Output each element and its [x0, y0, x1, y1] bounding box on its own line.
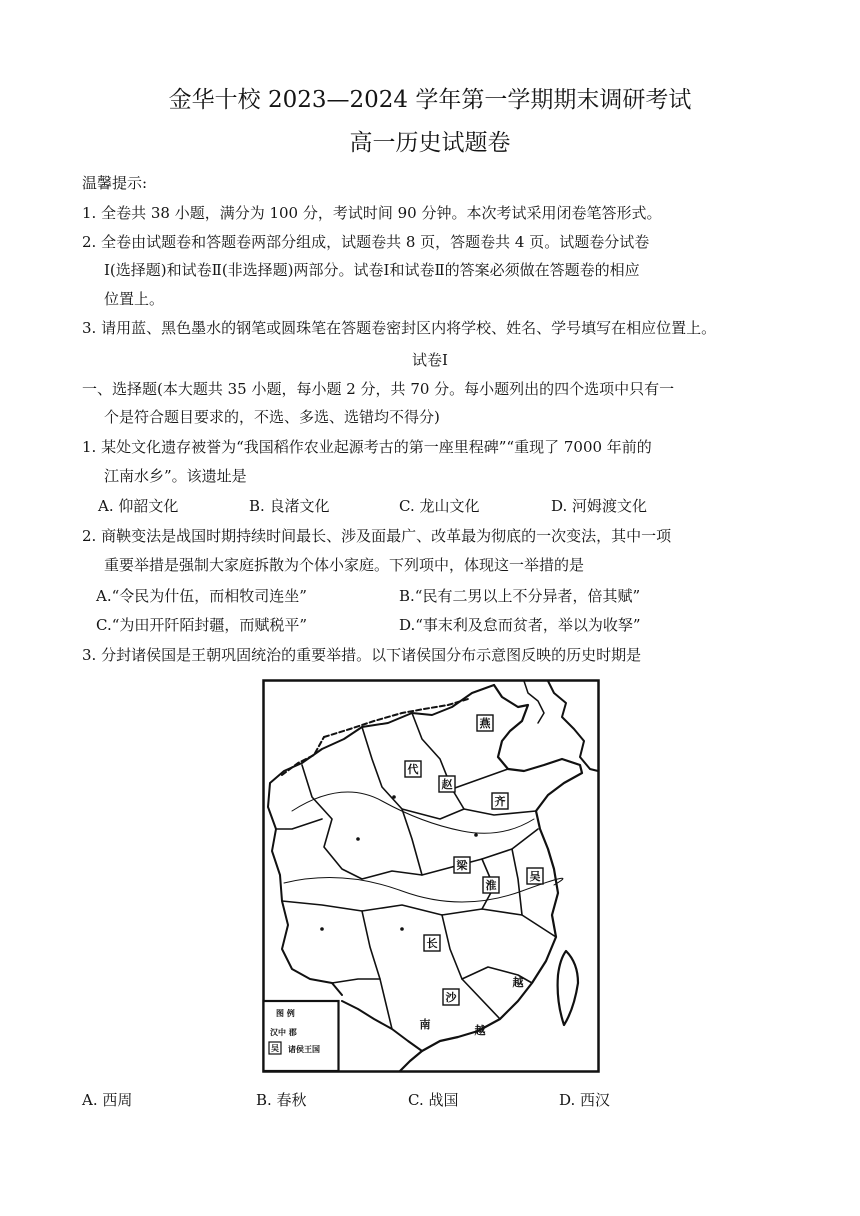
notice-heading: 温馨提示: [82, 174, 148, 192]
question-2-option-b: B.“民有二男以上不分异者，倍其赋” [399, 587, 641, 605]
part-title: 试卷Ⅰ [412, 351, 448, 369]
question-1-option-d: D. 河姆渡文化 [551, 497, 648, 515]
city-dot [320, 927, 324, 931]
kingdom-label: 淮 [485, 879, 497, 892]
question-1-option-a: A. 仰韶文化 [98, 497, 179, 515]
notice-line: 位置上。 [104, 290, 165, 308]
notice-line: 1. 全卷共 38 小题，满分为 100 分，考试时间 90 分钟。本次考试采用闭卷笔答形式。 [82, 204, 662, 222]
kingdom-label: 齐 [494, 795, 506, 808]
notice-line: 3. 请用蓝、黑色墨水的钢笔或圆珠笔在答题卷密封区内将学校、姓名、学号填写在相应位置上。 [82, 319, 717, 337]
kingdom-label: 代 [407, 763, 419, 776]
kingdom-label: 长 [426, 937, 438, 950]
question-3-stem: 3. 分封诸侯国是王朝巩固统治的重要举措。以下诸侯国分布示意图反映的历史时期是 [82, 646, 642, 664]
city-dot [356, 837, 360, 841]
kingdom-label: 燕 [479, 717, 491, 730]
legend-kingdom-sample: 吴 [271, 1044, 279, 1053]
city-dot [474, 833, 478, 837]
question-2-stem: 2. 商鞅变法是战国时期持续时间最长、涉及面最广、改革最为彻底的一次变法，其中一项 [82, 527, 672, 545]
question-1-stem: 江南水乡”。该遗址是 [104, 467, 247, 485]
question-3-option-c: C. 战国 [408, 1091, 459, 1109]
question-1-option-c: C. 龙山文化 [399, 497, 480, 515]
question-2-stem: 重要举措是强制大家庭拆散为个体小家庭。下列项中，体现这一举措的是 [104, 556, 585, 574]
kingdom-label: 赵 [441, 778, 453, 791]
legend-title: 图 例 [276, 1009, 295, 1018]
city-dot [392, 795, 396, 799]
legend-commandery: 汉中 郡 [270, 1028, 297, 1037]
map-label-liang [454, 857, 470, 873]
question-3-option-a: A. 西周 [82, 1091, 133, 1109]
map-label-qi [492, 793, 508, 809]
map-label-huai [483, 877, 499, 893]
question-1-option-b: B. 良渚文化 [249, 497, 330, 515]
question-2-option-a: A.“令民为什伍，而相牧司连坐” [96, 587, 307, 605]
city-dot [400, 927, 404, 931]
region-label: 越 [512, 976, 524, 989]
question-1-stem: 1. 某处文化遗存被誉为“我国稻作农业起源考古的第一座里程碑”“重现了 7000 年前的 [82, 438, 652, 456]
question-2-option-c: C.“为田开阡陌封疆，而赋税平” [96, 616, 308, 634]
map-label-zhao [439, 776, 455, 792]
map-label-wu [527, 868, 543, 884]
kingdom-label: 沙 [445, 991, 457, 1004]
section-instruction: 个是符合题目要求的，不选、多选、选错均不得分) [104, 408, 440, 426]
map-label-dai [405, 761, 421, 777]
notice-line: 2. 全卷由试题卷和答题卷两部分组成，试题卷共 8 页，答题卷共 4 页。试题卷分试卷 [82, 233, 650, 251]
map-label-chang [424, 935, 440, 951]
kingdom-label: 吴 [529, 870, 541, 883]
region-label: 越 [474, 1024, 486, 1037]
kingdom-label: 梁 [456, 859, 468, 872]
question-3-option-d: D. 西汉 [559, 1091, 611, 1109]
map-legend [264, 1001, 339, 1071]
map-label-yan [477, 715, 493, 731]
notice-line: Ⅰ(选择题)和试卷Ⅱ(非选择题)两部分。试卷Ⅰ和试卷Ⅱ的答案必须做在答题卷的相应 [104, 261, 640, 279]
question-3-option-b: B. 春秋 [256, 1091, 307, 1109]
exam-title: 金华十校 2023—2024 学年第一学期期末调研考试 [168, 87, 692, 113]
region-label: 南 [419, 1018, 431, 1031]
section-instruction: 一、选择题(本大题共 35 小题，每小题 2 分，共 70 分。每小题列出的四个选项中只有一 [82, 380, 675, 398]
question-2-option-d: D.“事末利及怠而贫者，举以为收孥” [399, 616, 641, 634]
map-label-sha [443, 989, 459, 1005]
legend-kingdom: 诸侯王国 [288, 1045, 320, 1054]
vassal-states-map [262, 679, 600, 1073]
exam-subtitle: 高一历史试题卷 [349, 130, 511, 156]
